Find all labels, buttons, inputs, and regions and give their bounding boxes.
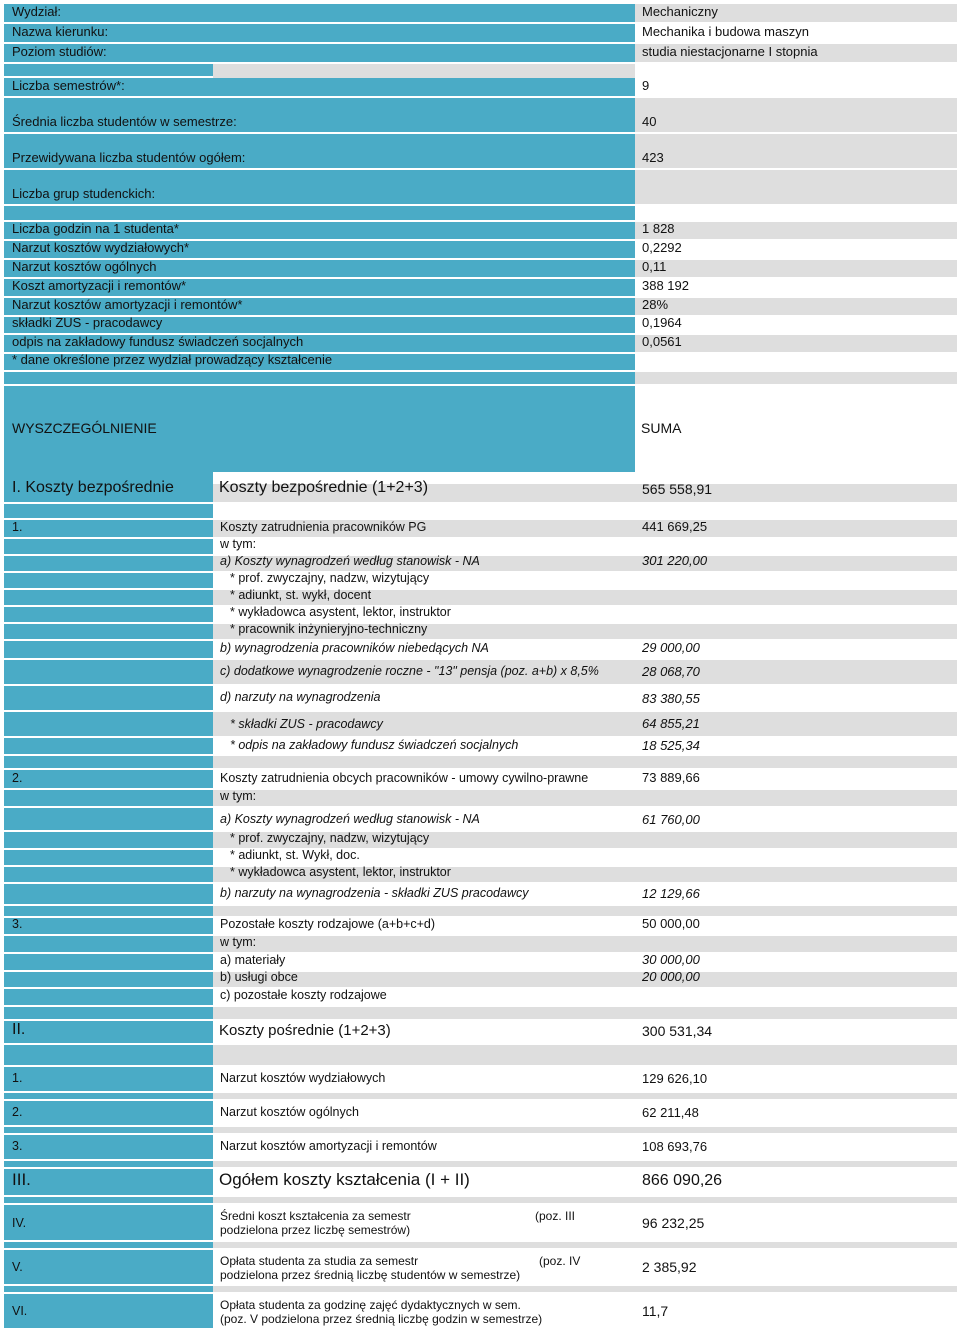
param-row: odpis na zakładowy fundusz świadczeń socjalnych — [4, 335, 635, 354]
param-value: 28% — [642, 297, 669, 312]
param-value: 1 828 — [642, 221, 675, 236]
srednia-label: Średnia liczba studentów w semestrze: — [12, 114, 237, 129]
table-header-col1: WYSZCZEGÓLNIENIE — [4, 386, 635, 472]
ogolem-label: Przewidywana liczba studentów ogółem: — [12, 150, 246, 165]
param-value: 0,1964 — [642, 315, 682, 330]
semestry-label: Liczba semestrów*: — [12, 78, 125, 93]
section1-value: 565 558,91 — [642, 481, 713, 497]
section4-num: IV. — [4, 1205, 213, 1242]
section3-value: 866 090,26 — [642, 1172, 723, 1189]
table-header-col3: SUMA — [635, 386, 957, 472]
row-poziom — [4, 44, 635, 64]
param-value: 0,2292 — [642, 240, 682, 255]
ogolem-value: 423 — [642, 150, 664, 165]
param-row: Koszt amortyzacji i remontów* — [4, 279, 635, 298]
poziom-label: Poziom studiów: — [12, 44, 107, 59]
list-item: 2. — [4, 1101, 213, 1127]
row-kierunek — [4, 24, 635, 44]
section6-value: 11,7 — [642, 1303, 669, 1319]
section5-value: 2 385,92 — [642, 1259, 697, 1275]
item3-value: 50 000,00 — [642, 916, 700, 931]
section3-num: III. — [4, 1169, 213, 1197]
list-item: 3. — [4, 1135, 213, 1161]
param-row: Narzut kosztów amortyzacji i remontów* — [4, 298, 635, 317]
section1-label: Koszty bezpośrednie (1+2+3) — [219, 479, 429, 496]
item2-label: Koszty zatrudnienia obcych pracowników - umowy cywilno-prawne — [220, 771, 589, 785]
kierunek-value: Mechanika i budowa maszyn — [642, 24, 809, 39]
poziom-value: studia niestacjonarne I stopnia — [642, 44, 818, 59]
kierunek-label: Nazwa kierunku: — [12, 24, 109, 39]
footnote-row — [4, 354, 635, 372]
section1-num: I. Koszty bezpośrednie — [4, 472, 213, 504]
section3-label: Ogółem koszty kształcenia (I + II) — [219, 1170, 470, 1189]
param-row: Liczba godzin na 1 studenta* — [4, 222, 635, 241]
cost-sheet: Wydział: Mechaniczny Nazwa kierunku: Mechanika i budowa maszyn Poziom studiów: studia niestacjonarne I stopnia Liczba semestrów*: 9 Średnia liczba studentów w semestrze: 40 Przewidywana liczba studentów ogółem: 423 Liczba grup studenckich: Liczba godzin na 1 studenta* 1 828 Narzut kosztów wydziałowych* 0,2292 Narzut kosztów ogólnych 0,11 Koszt amortyzacji i remontów* 388 192 Narzut kosztów amortyzacji i remontów* 28% składki ZUS - pracodawcy 0,1964 odpis na zakładowy fundusz świadczeń socjalnych 0,0561 * dane określone przez wydział prowadzący kształcenie WYSZCZEGÓLNIENIE SUMA I. Koszty bezpośrednie Koszty bezpośrednie (1+2+3) 565 558,91 1. Koszty zatrudnienia pracowników PG 441 669,25 w tym: a) Koszty wynagrodzeń według stanowisk - NA 301 220,00 * prof. zwyczajny, nadzw, wizytujący * adiunkt, st. wykł, docent * wykładowca asystent, lektor, instruktor * pracownik inżynieryjno-techniczny b) wynagrodzenia pracowników niebedących NA 29 000,00 c) dodatkowe wynagrodzenie roczne - "13" pensja (poz. a+b) x 8,5% 28 068,70 d) narzuty na wynagrodzenia 83 380,55 * składki ZUS - pracodawcy 64 855,21 * odpis na zakładowy fundusz świadczeń socjalnych 18 525,34 2. Koszty zatrudnienia obcych pracowników - umowy cywilno-prawne 73 889,66 w tym: a) Koszty wynagrodzeń według stanowisk - NA 61 760,00 * prof. zwyczajny, nadzw, wizytujący * adiunkt, st. Wykł, doc. * wykładowca asystent, lektor, instruktor b) narzuty na wynagrodzenia - składki ZUS pracodawcy 12 129,66 3. Pozostałe koszty rodzajowe (a+b+c+d) 50 000,00 w tym: a) materiały 30 000,00 b) usługi obce 20 000,00 c) pozostałe koszty rodzajowe II. Koszty pośrednie (1+2+3) 300 531,34 1. Narzut kosztów wydziałowych 129 626,10 2. Narzut kosztów ogólnych 62 211,48 3. Narzut kosztów amortyzacji i remontów 108 693,76 III. Ogółem koszty kształcenia (I + II) 866 090,26 IV. Średni koszt kształcenia za semestr podzielona przez liczbę semestrów) (poz. III 96 232,25 V. Opłata studenta za studia za semestr podzielona przez średnią liczbę studentów w semestrze) (poz. IV 2 385,92 VI. Opłata studenta za godzinę zajęć dydaktycznych w sem. (poz. V podzielona przez średnią liczbę godzin w semestrze) 11,7 — [0, 0, 960, 1334]
param-row: Narzut kosztów ogólnych — [4, 260, 635, 279]
item1-label: Koszty zatrudnienia pracowników PG — [220, 520, 427, 534]
section2-num: II. — [4, 1021, 213, 1045]
section4-value: 96 232,25 — [642, 1214, 705, 1231]
list-item: 1. — [4, 1067, 213, 1093]
srednia-value: 40 — [642, 114, 657, 129]
grupy-label: Liczba grup studenckich: — [12, 186, 156, 201]
item2-value: 73 889,66 — [642, 770, 700, 785]
param-value: 388 192 — [642, 278, 689, 293]
param-row: Narzut kosztów wydziałowych* — [4, 241, 635, 260]
section6-num: VI. — [4, 1294, 213, 1330]
wydzial-label: Wydział: — [12, 4, 62, 19]
wydzial-value: Mechaniczny — [642, 4, 718, 19]
item1-value: 441 669,25 — [642, 519, 708, 534]
row-ogolem — [4, 134, 635, 170]
param-row: składki ZUS - pracodawcy — [4, 317, 635, 335]
param-value: 0,0561 — [642, 334, 682, 349]
row-semestry — [4, 78, 635, 98]
item3-label: Pozostałe koszty rodzajowe (a+b+c+d) — [220, 917, 436, 931]
row-wydzial — [4, 4, 635, 24]
section5-num: V. — [4, 1250, 213, 1286]
semestry-value: 9 — [642, 78, 650, 93]
row-srednia — [4, 98, 635, 134]
row-grupy — [4, 170, 635, 206]
section2-value: 300 531,34 — [642, 1023, 713, 1039]
footnote: * dane określone przez wydział prowadzący kształcenie — [12, 352, 333, 367]
param-value: 0,11 — [642, 259, 667, 274]
section2-label: Koszty pośrednie (1+2+3) — [219, 1022, 391, 1039]
